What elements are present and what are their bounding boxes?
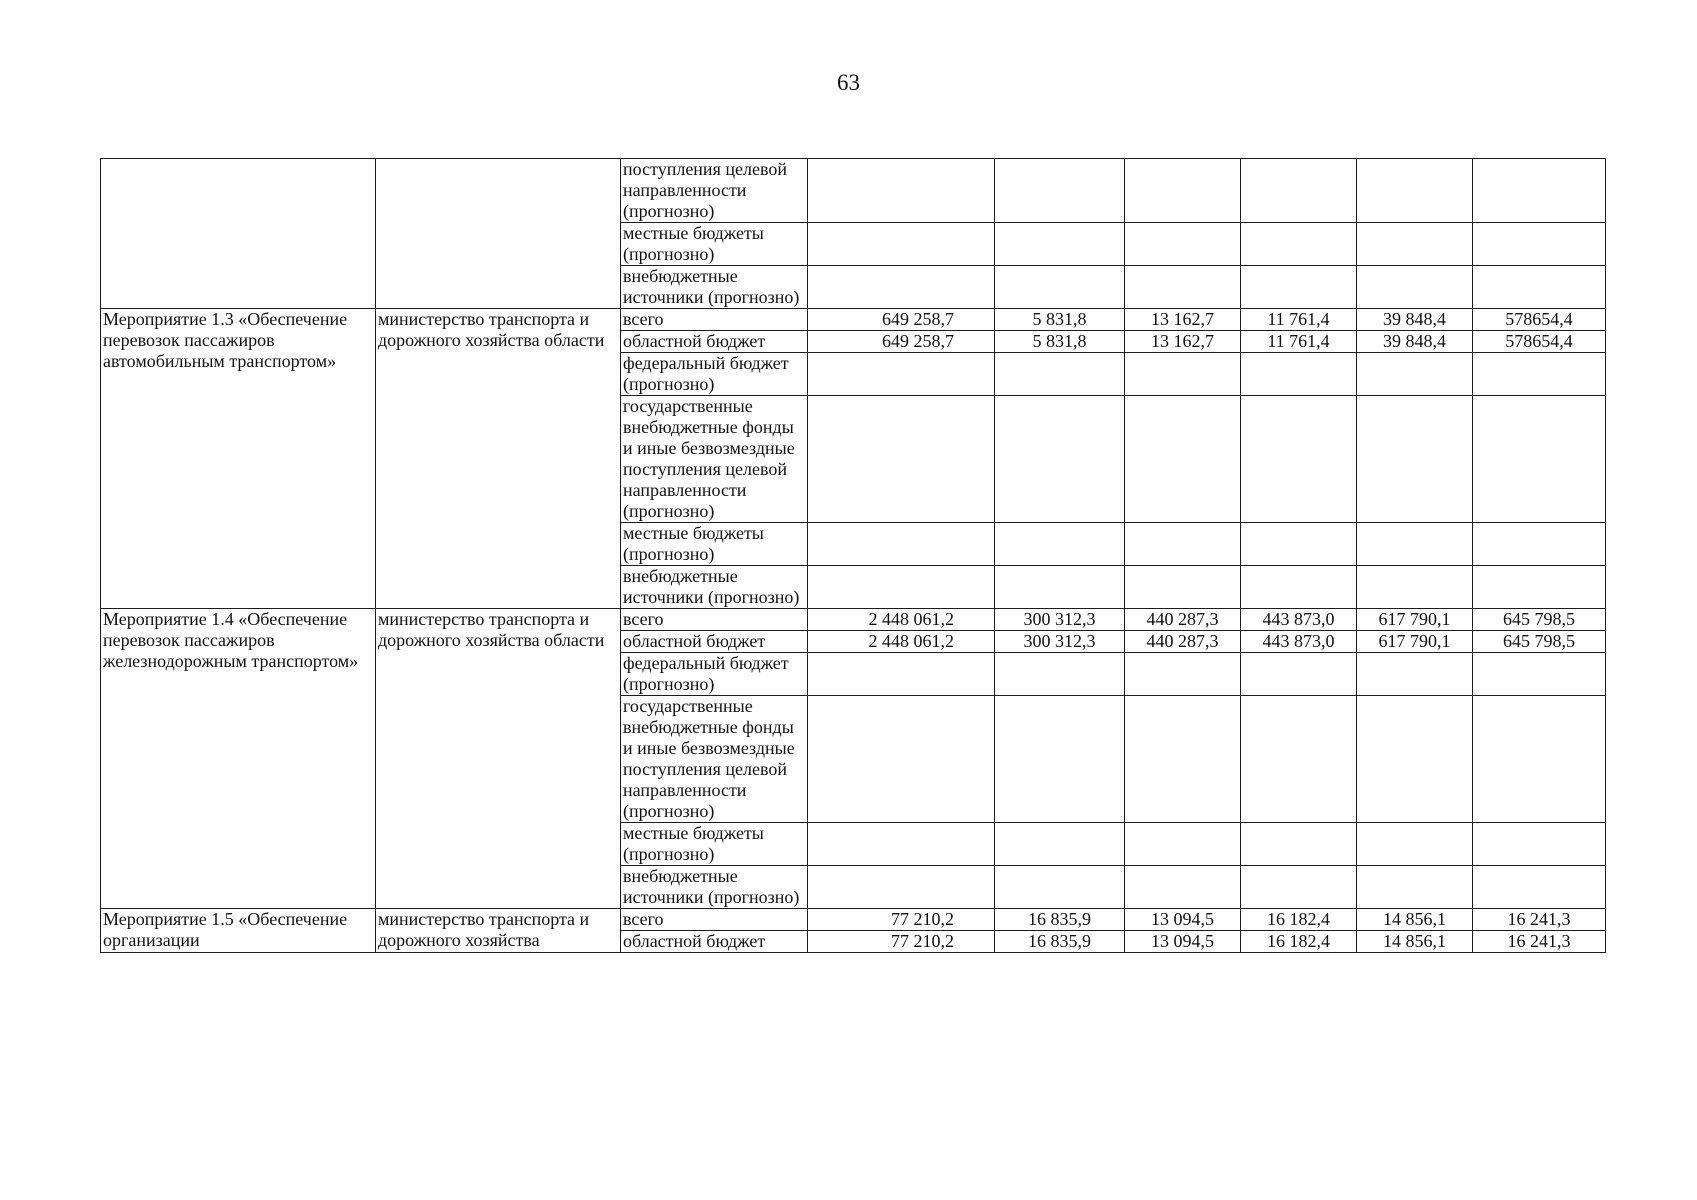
value-cell <box>1357 653 1473 696</box>
table-row <box>101 309 1606 331</box>
funding-source-cell: федеральный бюджет (прогнозно) <box>621 653 808 696</box>
value-cell: 440 287,3 <box>1125 631 1241 653</box>
value-cell <box>1241 823 1357 866</box>
value-cell: 443 873,0 <box>1241 609 1357 631</box>
value-cell <box>1357 223 1473 266</box>
funding-source-cell: федеральный бюджет (прогнозно) <box>621 353 808 396</box>
funding-source-cell: государственные внебюджетные фонды и иные безвозмездные поступления целевой направленности (прогнозно) <box>621 696 808 823</box>
measure-name-cell: Мероприятие 1.4 «Обеспечение перевозок пассажиров железнодорожным транспортом» <box>101 609 376 909</box>
value-cell <box>1241 353 1357 396</box>
value-cell: 16 835,9 <box>995 931 1125 953</box>
value-cell <box>1357 266 1473 309</box>
value-cell <box>995 696 1125 823</box>
value-cell: 13 162,7 <box>1125 331 1241 353</box>
value-cell <box>1473 653 1606 696</box>
funding-source-cell: местные бюджеты (прогнозно) <box>621 223 808 266</box>
value-cell: 16 241,3 <box>1473 931 1606 953</box>
value-cell <box>1241 396 1357 523</box>
value-cell <box>1473 523 1606 566</box>
value-cell <box>995 266 1125 309</box>
funding-source-cell: поступления целевой направленности (прогнозно) <box>621 159 808 223</box>
value-cell <box>1357 696 1473 823</box>
value-cell <box>1473 866 1606 909</box>
value-cell: 14 856,1 <box>1357 909 1473 931</box>
value-cell <box>1473 566 1606 609</box>
value-cell: 16 182,4 <box>1241 931 1357 953</box>
value-cell: 16 182,4 <box>1241 909 1357 931</box>
value-cell <box>1473 396 1606 523</box>
value-cell: 645 798,5 <box>1473 609 1606 631</box>
value-cell <box>1357 523 1473 566</box>
value-cell <box>1241 523 1357 566</box>
executor-cell <box>376 159 621 309</box>
value-cell <box>1125 566 1241 609</box>
value-cell <box>1357 823 1473 866</box>
value-cell <box>808 823 995 866</box>
value-cell: 13 094,5 <box>1125 931 1241 953</box>
value-cell <box>1241 653 1357 696</box>
value-cell: 649 258,7 <box>808 331 995 353</box>
value-cell <box>995 653 1125 696</box>
value-cell: 39 848,4 <box>1357 309 1473 331</box>
value-cell <box>808 653 995 696</box>
funding-source-cell: внебюджетные источники (прогнозно) <box>621 566 808 609</box>
value-cell <box>995 523 1125 566</box>
value-cell: 443 873,0 <box>1241 631 1357 653</box>
value-cell: 77 210,2 <box>808 931 995 953</box>
value-cell: 5 831,8 <box>995 331 1125 353</box>
value-cell <box>1357 353 1473 396</box>
measure-name-cell <box>101 159 376 309</box>
value-cell: 617 790,1 <box>1357 609 1473 631</box>
value-cell: 11 761,4 <box>1241 309 1357 331</box>
value-cell: 16 241,3 <box>1473 909 1606 931</box>
funding-source-cell: областной бюджет <box>621 631 808 653</box>
value-cell <box>808 159 995 223</box>
value-cell: 617 790,1 <box>1357 631 1473 653</box>
value-cell <box>995 353 1125 396</box>
value-cell <box>1125 696 1241 823</box>
value-cell <box>1125 866 1241 909</box>
funding-source-cell: государственные внебюджетные фонды и иные безвозмездные поступления целевой направленности (прогнозно) <box>621 396 808 523</box>
value-cell <box>995 566 1125 609</box>
executor-cell: министерство транспорта и дорожного хозяйства <box>376 909 621 953</box>
value-cell <box>808 566 995 609</box>
value-cell: 300 312,3 <box>995 609 1125 631</box>
funding-source-cell: местные бюджеты (прогнозно) <box>621 523 808 566</box>
value-cell: 300 312,3 <box>995 631 1125 653</box>
table-row <box>101 909 1606 931</box>
value-cell <box>1125 823 1241 866</box>
value-cell <box>1241 566 1357 609</box>
value-cell <box>808 696 995 823</box>
value-cell <box>1357 566 1473 609</box>
value-cell <box>1473 353 1606 396</box>
value-cell <box>1473 696 1606 823</box>
funding-source-cell: внебюджетные источники (прогнозно) <box>621 866 808 909</box>
value-cell: 578654,4 <box>1473 309 1606 331</box>
value-cell <box>1125 353 1241 396</box>
value-cell <box>1125 396 1241 523</box>
table-row <box>101 159 1606 223</box>
executor-cell: министерство транспорта и дорожного хозяйства области <box>376 309 621 609</box>
value-cell <box>1125 523 1241 566</box>
value-cell <box>808 223 995 266</box>
value-cell <box>1473 266 1606 309</box>
value-cell <box>1241 223 1357 266</box>
funding-source-cell: всего <box>621 609 808 631</box>
executor-cell: министерство транспорта и дорожного хозяйства области <box>376 609 621 909</box>
value-cell: 440 287,3 <box>1125 609 1241 631</box>
value-cell: 14 856,1 <box>1357 931 1473 953</box>
value-cell <box>1241 696 1357 823</box>
funding-source-cell: всего <box>621 909 808 931</box>
value-cell: 39 848,4 <box>1357 331 1473 353</box>
value-cell: 77 210,2 <box>808 909 995 931</box>
value-cell: 11 761,4 <box>1241 331 1357 353</box>
funding-source-cell: областной бюджет <box>621 331 808 353</box>
value-cell <box>1473 159 1606 223</box>
value-cell: 5 831,8 <box>995 309 1125 331</box>
value-cell <box>1241 159 1357 223</box>
value-cell <box>1357 396 1473 523</box>
funding-source-cell: всего <box>621 309 808 331</box>
value-cell: 13 162,7 <box>1125 309 1241 331</box>
value-cell <box>808 396 995 523</box>
value-cell <box>1241 266 1357 309</box>
value-cell: 578654,4 <box>1473 331 1606 353</box>
value-cell <box>808 866 995 909</box>
value-cell <box>1357 159 1473 223</box>
measure-name-cell: Мероприятие 1.3 «Обеспечение перевозок пассажиров автомобильным транспортом» <box>101 309 376 609</box>
value-cell <box>808 523 995 566</box>
value-cell <box>995 866 1125 909</box>
page-number: 63 <box>837 70 860 95</box>
value-cell: 645 798,5 <box>1473 631 1606 653</box>
value-cell: 649 258,7 <box>808 309 995 331</box>
value-cell: 2 448 061,2 <box>808 609 995 631</box>
value-cell: 16 835,9 <box>995 909 1125 931</box>
funding-source-cell: областной бюджет <box>621 931 808 953</box>
value-cell <box>1357 866 1473 909</box>
value-cell: 13 094,5 <box>1125 909 1241 931</box>
value-cell <box>808 266 995 309</box>
value-cell: 2 448 061,2 <box>808 631 995 653</box>
table-row <box>101 609 1606 631</box>
budget-table <box>100 158 1606 953</box>
value-cell <box>995 396 1125 523</box>
value-cell <box>1125 653 1241 696</box>
value-cell <box>1125 266 1241 309</box>
measure-name-cell: Мероприятие 1.5 «Обеспечение организации <box>101 909 376 953</box>
value-cell <box>1125 223 1241 266</box>
value-cell <box>1241 866 1357 909</box>
value-cell <box>1473 223 1606 266</box>
value-cell <box>995 159 1125 223</box>
funding-source-cell: внебюджетные источники (прогнозно) <box>621 266 808 309</box>
value-cell <box>995 223 1125 266</box>
value-cell <box>995 823 1125 866</box>
value-cell <box>808 353 995 396</box>
value-cell <box>1473 823 1606 866</box>
value-cell <box>1125 159 1241 223</box>
funding-source-cell: местные бюджеты (прогнозно) <box>621 823 808 866</box>
